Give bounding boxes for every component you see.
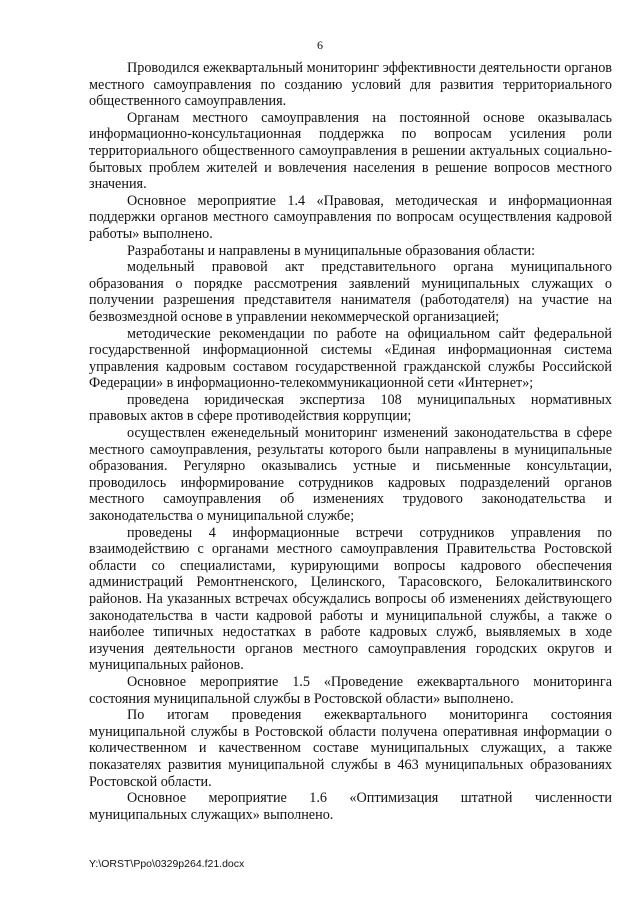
document-body: [89, 60, 612, 823]
footer-file-path: Y:\ORST\Ppo\0329p264.f21.docx: [89, 858, 245, 870]
paragraph-measure-1-5: Основное мероприятие 1.5 «Проведение ежеквартального мониторинга состояния муниципальной службы в Ростовской области» выполнено.: [89, 673, 612, 707]
paragraph-measure-1-6: Основное мероприятие 1.6 «Оптимизация штатной численности муниципальных служащих» выполнено.: [89, 790, 612, 823]
paragraph-consulting-support: Органам местного самоуправления на постоянной основе оказывалась информационно-консультационная поддержка по вопросам усиления роли территориального общественного самоуправления в решении актуальных социально-бытовых проблем жителей и вовлечения населения в решение вопросов местного значения.: [89, 109, 612, 193]
paragraph-information-meetings: проведены 4 информационные встречи сотрудников управления по взаимодействию с органами местного самоуправления Правительства Ростовской области со специалистами, курирующими вопросы кадрового обеспечения администраций Ремонтненского, Целинского, Тарасовского, Белокалитвинского районов. На указанных встречах обсуждались вопросы об изменениях действующего законодательства в части кадровой работы и муниципальной службы, а также о наиболее типичных недостатках в работе кадровых служб, выявляемых в ходе изучения деятельности органов местного самоуправления городских округов и муниципальных районов.: [89, 524, 612, 674]
paragraph-model-act: модельный правовой акт представительного органа муниципального образования о порядке рассмотрения заявлений муниципальных служащих о получении разрешения представителя нанимателя (работодателя) на участие на безвозмездной основе в управлении некоммерческой организацией;: [89, 259, 612, 325]
paragraph-methodical-recommendations: методические рекомендации по работе на официальном сайт федеральной государственной информационной системы «Единая информационная система управления кадровым составом государственной гражданской службы Российской Федерации» в информационно-телекоммуникационной сети «Интернет»;: [89, 325, 612, 392]
paragraph-monitoring: Проводился ежеквартальный мониторинг эффективности деятельности органов местного самоуправления по созданию условий для развития территориального общественного самоуправления.: [89, 60, 612, 110]
paragraph-measure-1-4: Основное мероприятие 1.4 «Правовая, методическая и информационная поддержки органов местного самоуправления по вопросам осуществления кадровой работы» выполнено.: [89, 192, 612, 242]
paragraph-developed-list-intro: Разработаны и направлены в муниципальные образования области:: [127, 242, 536, 259]
page-number: 6: [317, 38, 323, 52]
paragraph-weekly-monitoring: осуществлен еженедельный мониторинг изменений законодательства в сфере местного самоуправления, результаты которого были направлены в муниципальные образования. Регулярно оказывались устные и письменные консультации, проводилось информирование сотрудников кадровых подразделений органов местного самоуправления об изменениях трудового законодательства и законодательства о муниципальной службе;: [89, 425, 612, 525]
paragraph-monitoring-results: По итогам проведения ежеквартального мониторинга состояния муниципальной службы в Ростовской области получена оперативная информации о количественном и качественном составе муниципальных служащих, а также показателях развития муниципальной службы в 463 муниципальных образованиях Ростовской области.: [89, 707, 612, 790]
paragraph-legal-expertise: проведена юридическая экспертиза 108 муниципальных нормативных правовых актов в сфере противодействия коррупции;: [89, 391, 612, 425]
